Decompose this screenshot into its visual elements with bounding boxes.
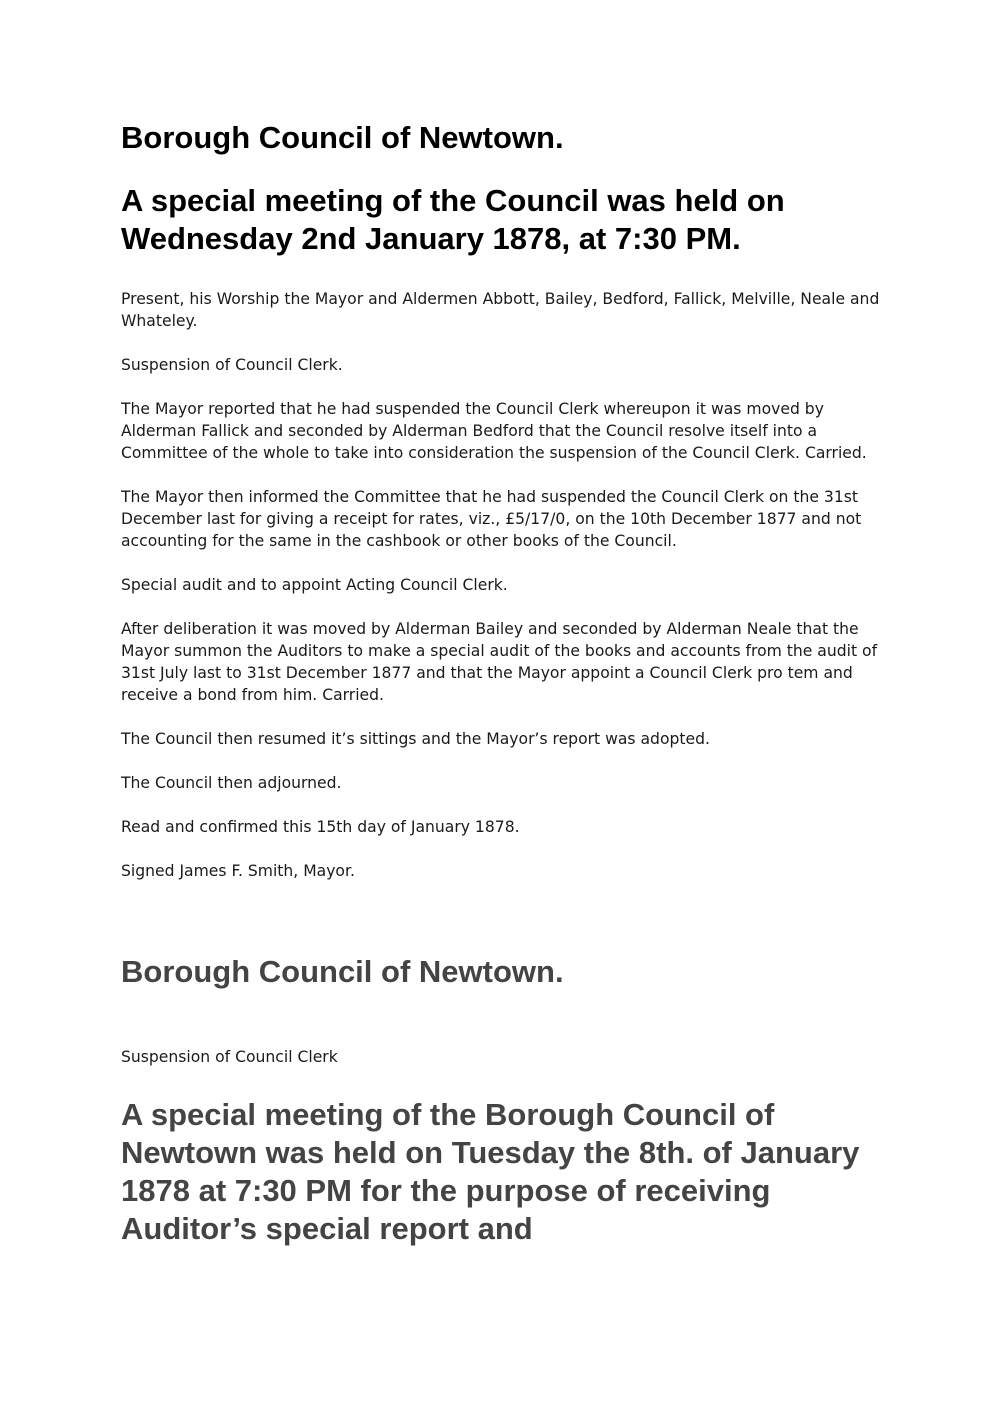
section-2-title: Borough Council of Newtown. xyxy=(121,954,564,989)
confirmed-paragraph: Read and confirmed this 15th day of January 1878. xyxy=(121,818,520,836)
signed-paragraph: Signed James F. Smith, Mayor. xyxy=(121,862,355,880)
adjourned-paragraph: The Council then adjourned. xyxy=(121,774,342,792)
section-2-meeting-heading: A special meeting of the Borough Council of Newtown was held on Tuesday the 8th. of January 1878 at 7:30 PM for the purpose of receiving Auditor’s special report and xyxy=(121,1097,860,1246)
suspension-subheading: Suspension of Council Clerk. xyxy=(121,356,343,374)
present-paragraph: Present, his Worship the Mayor and Aldermen Abbott, Bailey, Bedford, Fallick, Melville, Neale and Whateley. xyxy=(121,290,880,330)
special-audit-subheading: Special audit and to appoint Acting Council Clerk. xyxy=(121,576,508,594)
resumed-paragraph: The Council then resumed it’s sittings and the Mayor’s report was adopted. xyxy=(121,730,710,748)
section-2-suspension-subheading: Suspension of Council Clerk xyxy=(121,1048,338,1066)
section-1-meeting-heading: A special meeting of the Council was held on Wednesday 2nd January 1878, at 7:30 PM. xyxy=(121,183,785,256)
mayor-informed-paragraph: The Mayor then informed the Committee that he had suspended the Council Clerk on the 31st December last for giving a receipt for rates, viz., £5/17/0, on the 10th December 1877 and not accounting for the same in the cashbook or other books of the Council. xyxy=(121,488,862,550)
document-page xyxy=(121,118,891,1248)
section-1-title: Borough Council of Newtown. xyxy=(121,120,564,155)
mayor-reported-paragraph: The Mayor reported that he had suspended the Council Clerk whereupon it was moved by Alderman Fallick and seconded by Alderman Bedford that the Council resolve itself into a Committee of the whole to take into consideration the suspension of the Council Clerk. Carried. xyxy=(121,400,867,462)
deliberation-paragraph: After deliberation it was moved by Alderman Bailey and seconded by Alderman Neale that the Mayor summon the Auditors to make a special audit of the books and accounts from the audit of 31st July last to 31st December 1877 and that the Mayor appoint a Council Clerk pro tem and receive a bond from him. Carried. xyxy=(121,620,878,704)
